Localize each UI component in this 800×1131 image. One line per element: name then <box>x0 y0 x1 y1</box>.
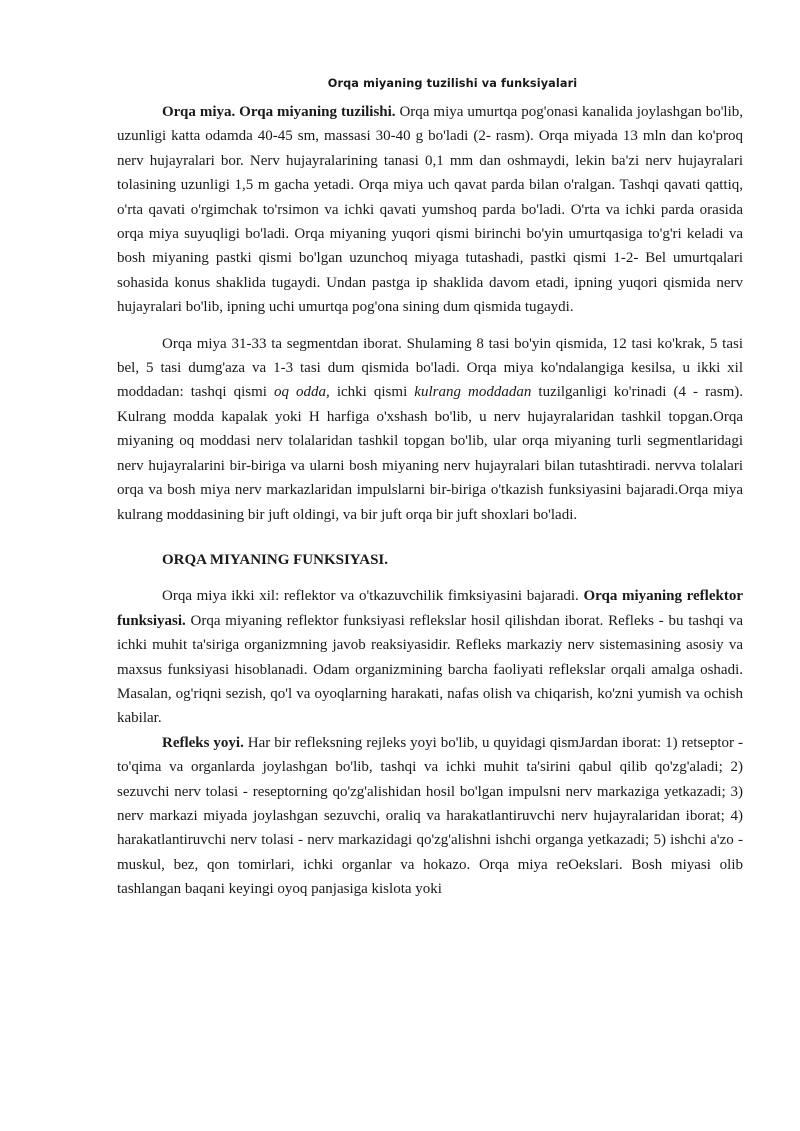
paragraph-reflex-function-lead: Orqa miyaning reflektor funksiyasi. <box>117 588 743 629</box>
paragraph-segments-italic-1: oq odda, <box>273 384 330 401</box>
paragraph-reflex-arc <box>117 731 743 902</box>
section-heading-function: ORQA MIYANING FUNKSIYASI. <box>162 551 389 568</box>
document-body <box>117 100 743 902</box>
paragraph-segments-text-1: Orqa miya 31-33 ta segmentdan iborat. Shulaming 8 tasi bo'yin qismida, 12 tasi ko'krak, 5 tasi bel, 5 tasi dumg'aza va 1-3 tasi dum qismida bo'ladi. Orqa miya ko'ndalangiga kesilsa, u ikki xil moddadan: tashqi qismi <box>117 335 743 401</box>
paragraph-segments-text-2: ichki qismi <box>329 384 415 401</box>
paragraph-segments-italic-2: kulrang moddadan <box>414 384 532 401</box>
paragraph-structure-text: Orqa miya umurtqa pog'onasi kanalida joylashgan bo'lib, uzunligi katta odamda 40-45 sm, massasi 30-40 g bo'ladi (2- rasm). Orqa miyada 13 mln dan ko'proq nerv hujayralari bor. Nerv hujayralarining tanasi 0,1 mm dan oshmaydi, lekin ba'zi nerv hujayralari tolasining uzunligi 1,5 m gacha yetadi. Orqa miya uch qavat parda bilan o'ralgan. Tashqi qavati qattiq, o'rta qavati o'rgimchak to'rsimon va ichki qavati yumshoq parda bo'ladi. O'rta va ichki parda orasida orqa miya suyuqligi bo'ladi. Orqa miyaning yuqori qismi birinchi bo'yin umurtqasiga to'g'ri keladi va bosh miyaning pastki qismi bo'lgan uzunchoq miyaga tutashadi, pastki qismi 1-2- Bel umurtqalari sohasida konus shaklida tugaydi. Undan pastga ip shaklida davom etadi, ipning yuqori qismida nerv hujayralari bo'lib, ipning uchi umurtqa pog'ona sining dum qismida tugaydi. <box>117 104 743 316</box>
paragraph-segments <box>117 332 743 527</box>
paragraph-reflex-arc-text: Har bir refleksning rejleks yoyi bo'lib, u quyidagi qismJardan iborat: 1) retseptor - to'qima va organlarda joylashgan bo'lib, tashqi va ichki muhit ta'sirini qabul qilib qo'zg'aladi; 2) sezuvchi nerv tolasi - reseptorning qo'zg'alishidan hosil bo'lgan impulsni nerv markaziga yetkazadi; 3) nerv markazi miyada joylashgan sezuvchi, oraliq va harakatlantiruvchi nerv hujayralaridan iborat; 4) harakatlantiruvchi nerv tolasi - nerv markazidagi qo'zg'alishni ishchi organga yetkazadi; 5) ishchi a'zo - muskul, bez, qon tomirlari, ichki organlar va hokazo. Orqa miya reOekslari. Bosh miyasi olib tashlangan baqani keyingi oyoq panjasiga kislota yoki <box>117 734 743 898</box>
paragraph-reflex-arc-lead: Refleks yoyi. <box>162 734 244 751</box>
document-title: Orqa miyaning tuzilishi va funksiyalari <box>327 77 578 90</box>
paragraph-structure <box>117 100 743 320</box>
paragraph-reflex-function-text-1: Orqa miya ikki xil: reflektor va o'tkazuvchilik fimksiyasini bajaradi. <box>162 588 584 605</box>
paragraph-reflex-function-text-2: Orqa miyaning reflektor funksiyasi reflekslar hosil qilishdan iborat. Refleks - bu tashqi va ichki muhit ta'siriga organizmning javob reaksiyasidir. Refleks markaziy nerv sistemasining asosiy va maxsus funksiyasi hisoblanadi. Odam organizmining barcha faoliyati reflekslar orqali amalga oshadi. Masalan, og'riqni sezish, qo'l va oyoqlarning harakati, nafas olish va chiqarish, ko'zni yumish va ochish kabilar. <box>117 612 743 727</box>
paragraph-segments-text-3: tuzilganligi ko'rinadi (4 - rasm). Kulrang modda kapalak yoki H harfiga o'xshash bo'lib, u nerv hujayralaridan tashkil topgan.Orqa miyaning oq moddasi nerv tolalaridan tashkil topgan bo'lib, ular orqa miyaning turli segmentlaridagi nerv hujayralarini bir-biriga va ularni bosh miyaning nerv hujayralari bilan tutashtiradi. nervva tolalari orqa va bosh miya nerv markazlaridan impulslarni bir-biriga o'tkazish funksiyasini bajaradi.Orqa miya kulrang moddasining bir juft oldingi, va bir juft orqa bir juft shoxlari bo'ladi. <box>117 384 744 523</box>
paragraph-structure-lead: Orqa miya. Orqa miyaning tuzilishi. <box>162 104 396 120</box>
paragraph-reflex-function <box>117 584 743 730</box>
